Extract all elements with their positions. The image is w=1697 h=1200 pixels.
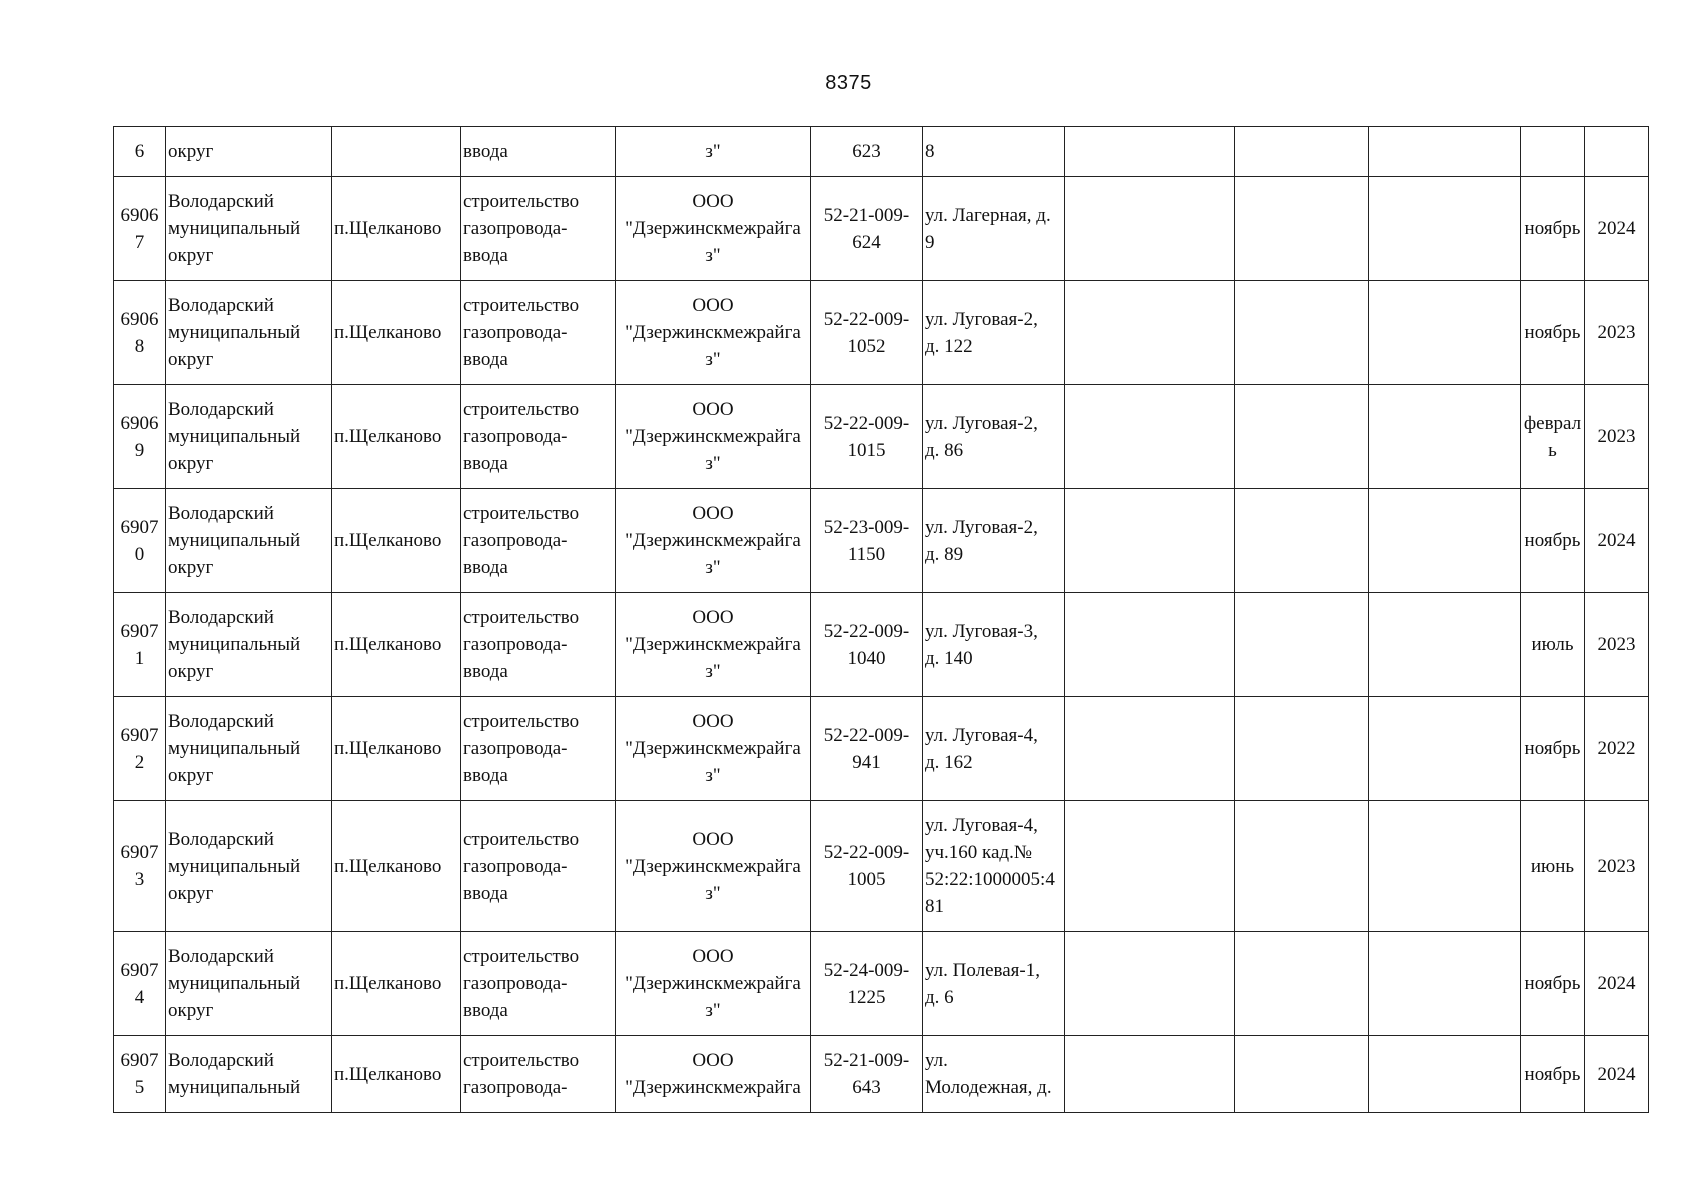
work-type-cell: строительство газопровода- ввода	[461, 281, 616, 385]
empty-cell	[1235, 385, 1369, 489]
table-row	[114, 489, 1649, 593]
empty-cell	[1065, 489, 1235, 593]
district-cell: Володарский муниципальный округ	[166, 932, 332, 1036]
address-cell: ул. Молодежная, д.	[923, 1036, 1065, 1113]
row-number-cell: 6907 3	[114, 801, 166, 932]
work-type-cell: строительство газопровода- ввода	[461, 932, 616, 1036]
year-cell: 2022	[1585, 697, 1649, 801]
district-cell: Володарский муниципальный округ	[166, 177, 332, 281]
cadastral-number-cell: 52-22-009- 941	[811, 697, 923, 801]
year-cell: 2024	[1585, 177, 1649, 281]
district-cell: Володарский муниципальный округ	[166, 489, 332, 593]
month-cell: ноябрь	[1521, 177, 1585, 281]
year-cell: 2023	[1585, 281, 1649, 385]
settlement-cell: п.Щелканово	[332, 801, 461, 932]
empty-cell	[1235, 801, 1369, 932]
month-cell: ноябрь	[1521, 489, 1585, 593]
empty-cell	[1065, 593, 1235, 697]
empty-cell	[1065, 127, 1235, 177]
organization-cell: ООО "Дзержинскмежрайга з"	[616, 697, 811, 801]
cadastral-number-cell: 623	[811, 127, 923, 177]
year-cell	[1585, 127, 1649, 177]
row-number-cell: 6907 1	[114, 593, 166, 697]
cadastral-number-cell: 52-21-009- 624	[811, 177, 923, 281]
settlement-cell: п.Щелканово	[332, 177, 461, 281]
empty-cell	[1065, 1036, 1235, 1113]
work-type-cell: ввода	[461, 127, 616, 177]
table-row	[114, 1036, 1649, 1113]
row-number-cell: 6906 7	[114, 177, 166, 281]
empty-cell	[1065, 385, 1235, 489]
cadastral-number-cell: 52-22-009- 1015	[811, 385, 923, 489]
address-cell: ул. Луговая-4, уч.160 кад.№ 52:22:1000005:4 81	[923, 801, 1065, 932]
empty-cell	[1065, 177, 1235, 281]
month-cell: июль	[1521, 593, 1585, 697]
month-cell: ноябрь	[1521, 1036, 1585, 1113]
table-row	[114, 281, 1649, 385]
organization-cell: з"	[616, 127, 811, 177]
month-cell: июнь	[1521, 801, 1585, 932]
empty-cell	[1369, 489, 1521, 593]
settlement-cell: п.Щелканово	[332, 932, 461, 1036]
empty-cell	[1235, 281, 1369, 385]
address-cell: ул. Луговая-2, д. 86	[923, 385, 1065, 489]
month-cell: ноябрь	[1521, 932, 1585, 1036]
table-row	[114, 801, 1649, 932]
work-type-cell: строительство газопровода- ввода	[461, 697, 616, 801]
empty-cell	[1369, 932, 1521, 1036]
empty-cell	[1065, 697, 1235, 801]
organization-cell: ООО "Дзержинскмежрайга з"	[616, 177, 811, 281]
table-row	[114, 593, 1649, 697]
empty-cell	[1235, 697, 1369, 801]
empty-cell	[1369, 697, 1521, 801]
empty-cell	[1235, 489, 1369, 593]
empty-cell	[1369, 177, 1521, 281]
district-cell: Володарский муниципальный округ	[166, 385, 332, 489]
table-row	[114, 385, 1649, 489]
work-type-cell: строительство газопровода- ввода	[461, 177, 616, 281]
organization-cell: ООО "Дзержинскмежрайга	[616, 1036, 811, 1113]
table-row	[114, 697, 1649, 801]
row-number-cell: 6907 5	[114, 1036, 166, 1113]
cadastral-number-cell: 52-21-009- 643	[811, 1036, 923, 1113]
row-number-cell: 6907 2	[114, 697, 166, 801]
row-number-cell: 6907 4	[114, 932, 166, 1036]
empty-cell	[1065, 801, 1235, 932]
month-cell: феврал ь	[1521, 385, 1585, 489]
empty-cell	[1235, 593, 1369, 697]
year-cell: 2023	[1585, 593, 1649, 697]
address-cell: ул. Луговая-2, д. 89	[923, 489, 1065, 593]
work-type-cell: строительство газопровода- ввода	[461, 489, 616, 593]
settlement-cell: п.Щелканово	[332, 697, 461, 801]
address-cell: 8	[923, 127, 1065, 177]
empty-cell	[1369, 801, 1521, 932]
cadastral-number-cell: 52-23-009- 1150	[811, 489, 923, 593]
cadastral-number-cell: 52-22-009- 1005	[811, 801, 923, 932]
organization-cell: ООО "Дзержинскмежрайга з"	[616, 489, 811, 593]
settlement-cell: п.Щелканово	[332, 385, 461, 489]
work-type-cell: строительство газопровода- ввода	[461, 801, 616, 932]
empty-cell	[1369, 1036, 1521, 1113]
district-cell: Володарский муниципальный округ	[166, 593, 332, 697]
month-cell: ноябрь	[1521, 281, 1585, 385]
table-row	[114, 127, 1649, 177]
organization-cell: ООО "Дзержинскмежрайга з"	[616, 281, 811, 385]
organization-cell: ООО "Дзержинскмежрайга з"	[616, 593, 811, 697]
district-cell: Володарский муниципальный округ	[166, 697, 332, 801]
empty-cell	[1369, 127, 1521, 177]
year-cell: 2024	[1585, 489, 1649, 593]
cadastral-number-cell: 52-22-009- 1052	[811, 281, 923, 385]
work-type-cell: строительство газопровода- ввода	[461, 385, 616, 489]
empty-cell	[1235, 177, 1369, 281]
empty-cell	[1235, 1036, 1369, 1113]
settlement-cell: п.Щелканово	[332, 1036, 461, 1113]
organization-cell: ООО "Дзержинскмежрайга з"	[616, 385, 811, 489]
work-type-cell: строительство газопровода-	[461, 1036, 616, 1113]
address-cell: ул. Полевая-1, д. 6	[923, 932, 1065, 1036]
table-row	[114, 932, 1649, 1036]
settlement-cell	[332, 127, 461, 177]
row-number-cell: 6906 8	[114, 281, 166, 385]
district-cell: округ	[166, 127, 332, 177]
district-cell: Володарский муниципальный округ	[166, 801, 332, 932]
organization-cell: ООО "Дзержинскмежрайга з"	[616, 801, 811, 932]
work-type-cell: строительство газопровода- ввода	[461, 593, 616, 697]
empty-cell	[1235, 932, 1369, 1036]
data-table	[113, 126, 1649, 1113]
cadastral-number-cell: 52-22-009- 1040	[811, 593, 923, 697]
row-number-cell: 6907 0	[114, 489, 166, 593]
year-cell: 2024	[1585, 1036, 1649, 1113]
organization-cell: ООО "Дзержинскмежрайга з"	[616, 932, 811, 1036]
address-cell: ул. Луговая-3, д. 140	[923, 593, 1065, 697]
empty-cell	[1065, 281, 1235, 385]
table-body	[114, 127, 1649, 1113]
page-number: 8375	[825, 72, 872, 94]
empty-cell	[1369, 593, 1521, 697]
row-number-cell: 6906 9	[114, 385, 166, 489]
district-cell: Володарский муниципальный округ	[166, 281, 332, 385]
cadastral-number-cell: 52-24-009- 1225	[811, 932, 923, 1036]
empty-cell	[1065, 932, 1235, 1036]
year-cell: 2023	[1585, 801, 1649, 932]
row-number-cell: 6	[114, 127, 166, 177]
month-cell	[1521, 127, 1585, 177]
empty-cell	[1369, 385, 1521, 489]
empty-cell	[1235, 127, 1369, 177]
address-cell: ул. Луговая-4, д. 162	[923, 697, 1065, 801]
empty-cell	[1369, 281, 1521, 385]
district-cell: Володарский муниципальный	[166, 1036, 332, 1113]
table-row	[114, 177, 1649, 281]
settlement-cell: п.Щелканово	[332, 593, 461, 697]
address-cell: ул. Лагерная, д. 9	[923, 177, 1065, 281]
year-cell: 2024	[1585, 932, 1649, 1036]
settlement-cell: п.Щелканово	[332, 281, 461, 385]
address-cell: ул. Луговая-2, д. 122	[923, 281, 1065, 385]
year-cell: 2023	[1585, 385, 1649, 489]
settlement-cell: п.Щелканово	[332, 489, 461, 593]
month-cell: ноябрь	[1521, 697, 1585, 801]
